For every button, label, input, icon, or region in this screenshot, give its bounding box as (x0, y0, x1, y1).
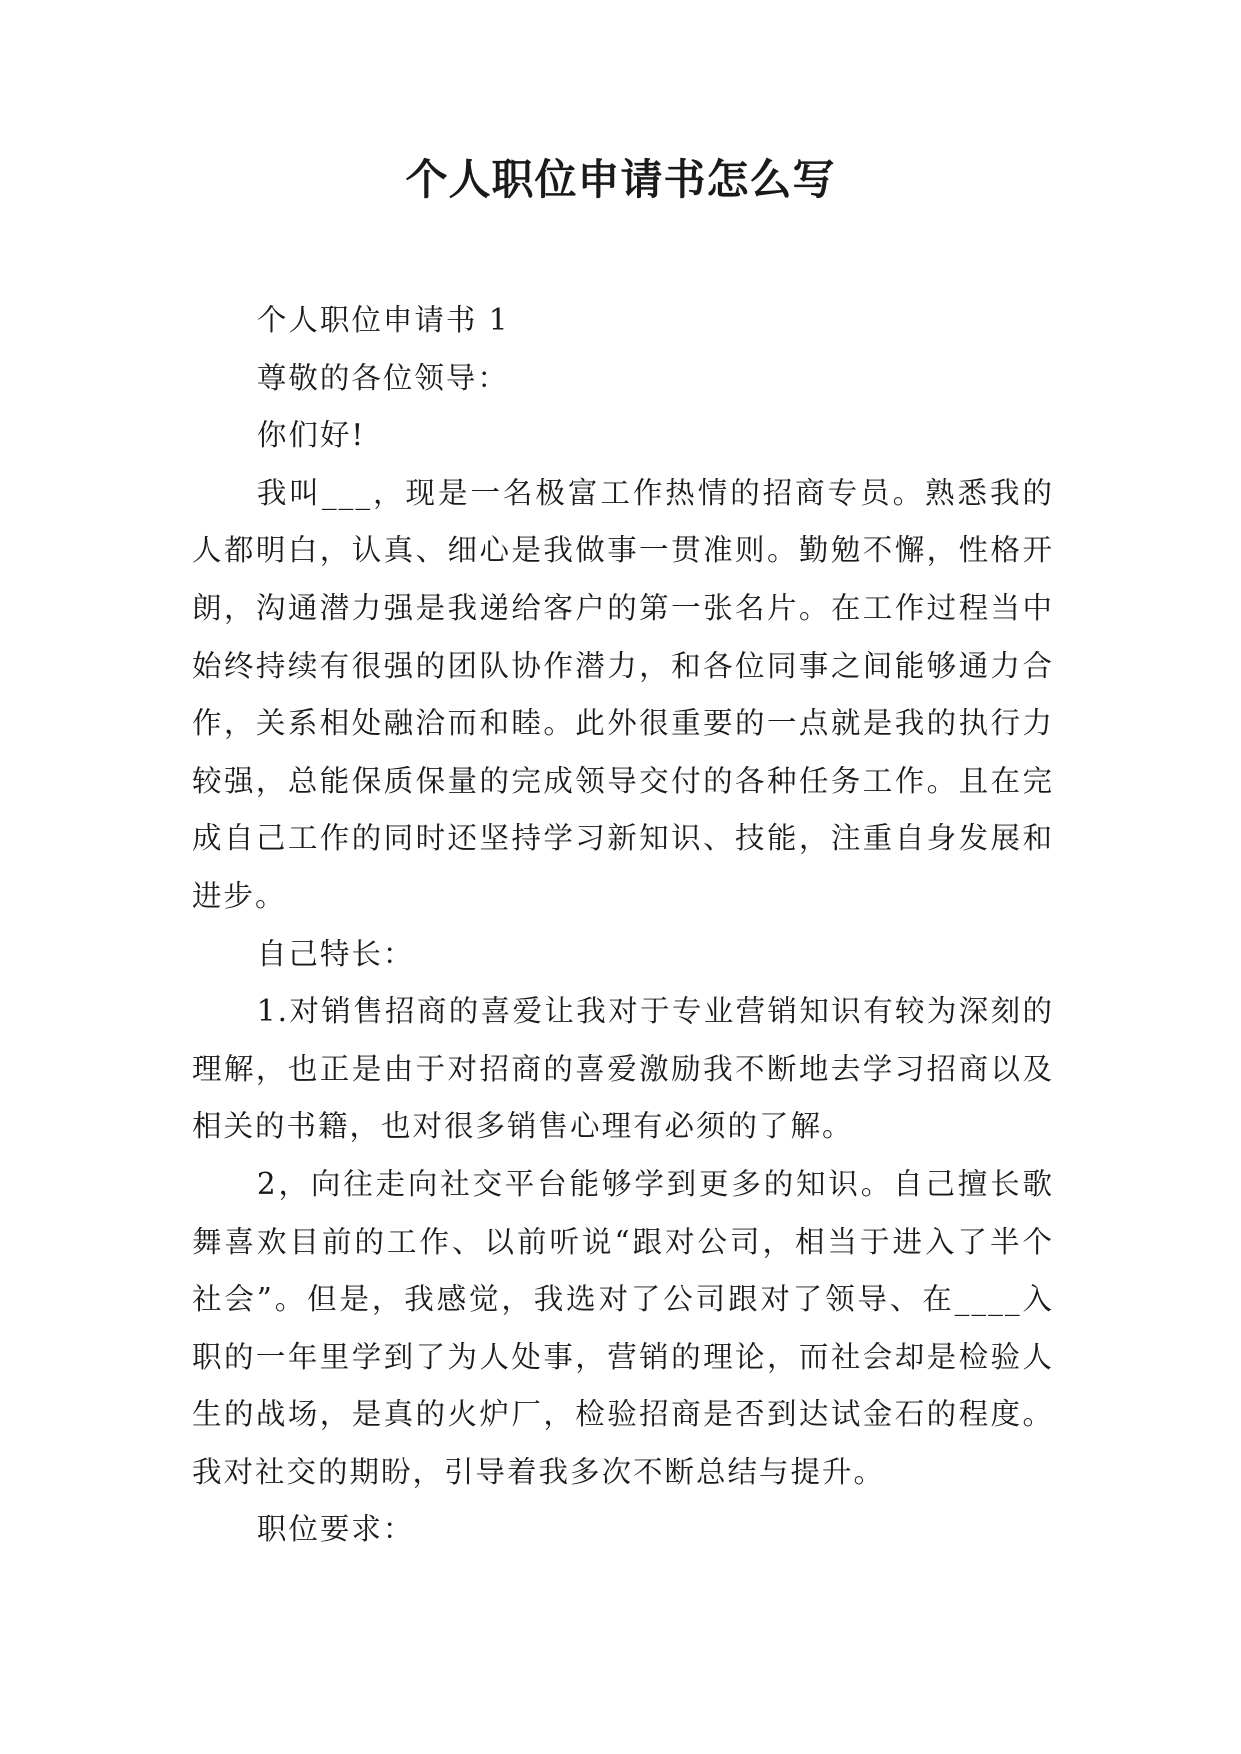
greeting: 你们好! (256, 418, 366, 453)
paragraph-introduction: 我叫___，现是一名极富工作热情的招商专员。熟悉我的人都明白，认真、细心是我做事一贯准则。勤勉不懈，性格开朗，沟通潜力强是我递给客户的第一张名片。在工作过程当中始终持续有很强的团队协作潜力，和各位同事之间能够通力合作，关系相处融洽而和睦。此外很重要的一点就是我的执行力较强，总能保质保量的完成领导交付的各种任务工作。且在完成自己工作的同时还坚持学习新知识、技能，注重自身发展和进步。 (192, 475, 1054, 913)
salutation: 尊敬的各位领导： (256, 360, 509, 395)
section-heading: 个人职位申请书 1 (256, 303, 510, 337)
subheading-strengths: 自己特长： (256, 936, 415, 971)
document-body (192, 292, 1054, 1559)
document-title: 个人职位申请书怎么写 (405, 155, 836, 204)
paragraph-strength-2: 2，向往走向社交平台能够学到更多的知识。自己擅长歌舞喜欢目前的工作、以前听说“跟对公司，相当于进入了半个社会”。但是，我感觉，我选对了公司跟对了领导、在____入职的一年里学到了为人处事，营销的理论，而社会却是检验人生的战场，是真的火炉厂，检验招商是否到达试金石的程度。我对社交的期盼，引导着我多次不断总结与提升。 (192, 1166, 1054, 1489)
paragraph-strength-1: 1.对销售招商的喜爱让我对于专业营销知识有较为深刻的理解，也正是由于对招商的喜爱激励我不断地去学习招商以及相关的书籍，也对很多销售心理有必须的了解。 (192, 994, 1054, 1144)
subheading-requirements: 职位要求： (256, 1512, 415, 1547)
